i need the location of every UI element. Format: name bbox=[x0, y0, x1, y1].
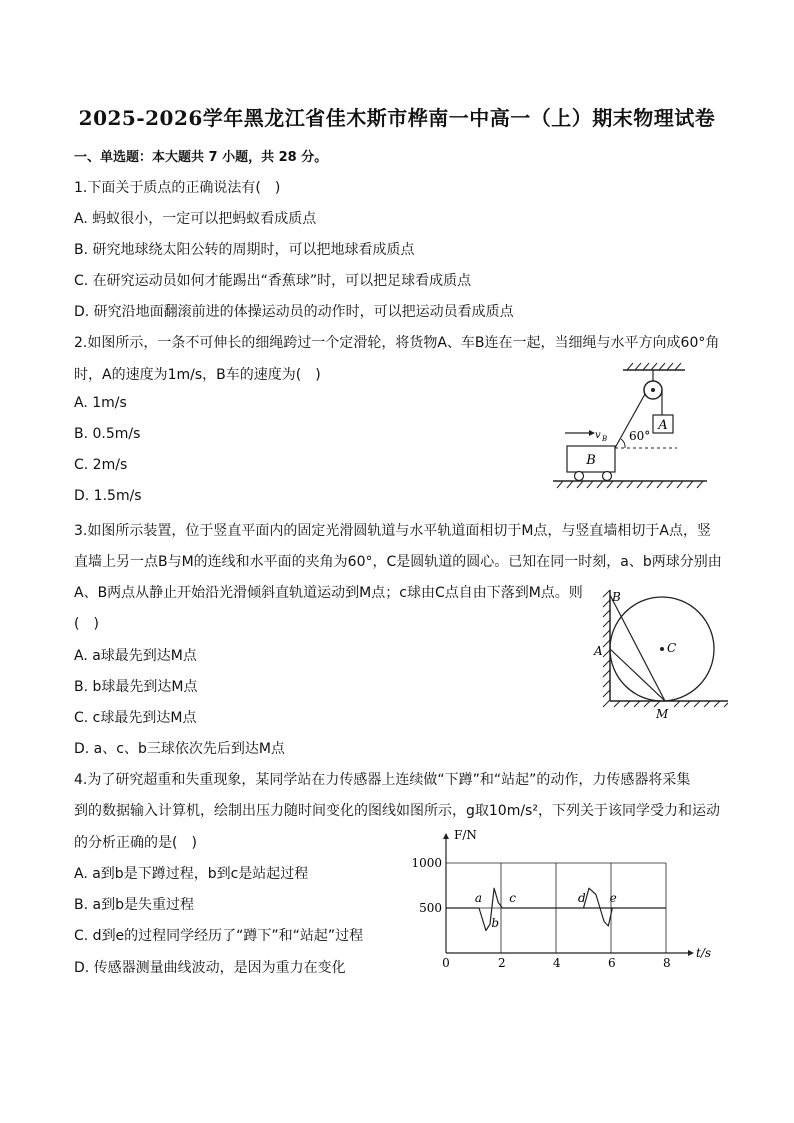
q3-stem-line4: ( ) bbox=[74, 616, 99, 632]
x-tick-label: 0 bbox=[442, 956, 450, 970]
q3-stem-line2: 直墙上另一点B与M的连线和水平面的夹角为60°，C是圆轨道的圆心。已知在同一时刻，a、b两球分别由 bbox=[74, 554, 722, 570]
label-point-a: A bbox=[594, 644, 603, 658]
q3-option-c: C. c球最先到达M点 bbox=[74, 710, 197, 726]
y-axis-arrow bbox=[443, 833, 449, 839]
q1-option-a: A. 蚂蚁很小，一定可以把蚂蚁看成质点 bbox=[74, 211, 317, 227]
label-point-c: C bbox=[667, 641, 677, 655]
label-point-b: B bbox=[612, 590, 621, 604]
x-tick-label: 8 bbox=[663, 956, 671, 970]
q4-stem-line1: 4.为了研究超重和失重现象，某同学站在力传感器上连续做“下蹲”和“站起”的动作，力传感器将采集 bbox=[74, 772, 691, 788]
q3-option-d: D. a、c、b三球依次先后到达M点 bbox=[74, 741, 285, 757]
y-axis-label: F/N bbox=[454, 828, 477, 842]
point-label-b: b bbox=[491, 916, 500, 931]
q4-option-d: D. 传感器测量曲线波动，是因为重力在变化 bbox=[74, 960, 346, 976]
pulley-figure bbox=[545, 360, 715, 495]
q4-option-c: C. d到e的过程同学经历了“蹲下”和“站起”过程 bbox=[74, 928, 364, 944]
q3-option-b: B. b球最先到达M点 bbox=[74, 679, 198, 695]
x-axis-arrow bbox=[688, 950, 694, 956]
velocity-label: v bbox=[595, 430, 601, 441]
y-tick-label: 500 bbox=[419, 901, 442, 915]
q4-option-b: B. a到b是失重过程 bbox=[74, 897, 194, 913]
q2-option-a: A. 1m/s bbox=[74, 395, 127, 411]
circle-track-figure bbox=[588, 585, 728, 720]
x-axis-label: t/s bbox=[696, 946, 712, 960]
label-point-m: M bbox=[656, 707, 669, 720]
y-tick-label: 1000 bbox=[411, 856, 442, 870]
x-tick-label: 2 bbox=[498, 956, 506, 970]
q4-stem-line3: 的分析正确的是( ) bbox=[74, 835, 197, 851]
point-label-a: a bbox=[474, 891, 483, 905]
q2-stem-line2: 时，A的速度为1m/s，B车的速度为( ) bbox=[74, 367, 321, 383]
x-tick-label: 4 bbox=[553, 956, 561, 970]
q2-option-d: D. 1.5m/s bbox=[74, 488, 142, 504]
q1-option-d: D. 研究沿地面翻滚前进的体操运动员的动作时，可以把运动员看成质点 bbox=[74, 304, 514, 320]
page-title: 2025-2026学年黑龙江省佳木斯市桦南一中高一（上）期末物理试卷 bbox=[78, 106, 716, 130]
q2-option-b: B. 0.5m/s bbox=[74, 426, 141, 442]
q2-option-c: C. 2m/s bbox=[74, 457, 128, 473]
section-heading: 一、单选题：本大题共 7 小题，共 28 分。 bbox=[74, 150, 328, 165]
point-label-d: d bbox=[578, 891, 586, 905]
point-label-e: e bbox=[609, 891, 617, 905]
x-tick-label: 6 bbox=[608, 956, 616, 970]
q4-stem-line2: 到的数据输入计算机，绘制出压力随时间变化的图线如图所示，g取10m/s²，下列关于该同学受力和运动 bbox=[74, 803, 720, 819]
q3-option-a: A. a球最先到达M点 bbox=[74, 648, 197, 664]
force-time-chart bbox=[410, 825, 720, 970]
label-b: B bbox=[586, 453, 596, 468]
q4-option-a: A. a到b是下蹲过程，b到c是站起过程 bbox=[74, 866, 309, 882]
velocity-sub-label: B bbox=[602, 435, 608, 443]
label-a: A bbox=[658, 418, 668, 433]
q1-option-c: C. 在研究运动员如何才能踢出“香蕉球”时，可以把足球看成质点 bbox=[74, 273, 472, 289]
q3-stem-line1: 3.如图所示装置，位于竖直平面内的固定光滑圆轨道与水平轨道面相切于M点，与竖直墙相切于A点，竖 bbox=[74, 523, 712, 539]
q2-stem-line1: 2.如图所示，一条不可伸长的细绳跨过一个定滑轮，将货物A、车B连在一起，当细绳与水平方向成60°角 bbox=[74, 335, 720, 351]
q1-option-b: B. 研究地球绕太阳公转的周期时，可以把地球看成质点 bbox=[74, 242, 415, 258]
force-curve-second-dip bbox=[584, 888, 613, 926]
angle-label: 60° bbox=[629, 429, 651, 443]
q1-stem: 1.下面关于质点的正确说法有( ) bbox=[74, 180, 281, 196]
q3-stem-line3: A、B两点从静止开始沿光滑倾斜直轨道运动到M点；c球由C点自由下落到M点。则 bbox=[74, 585, 583, 601]
point-label-c: c bbox=[509, 891, 516, 905]
